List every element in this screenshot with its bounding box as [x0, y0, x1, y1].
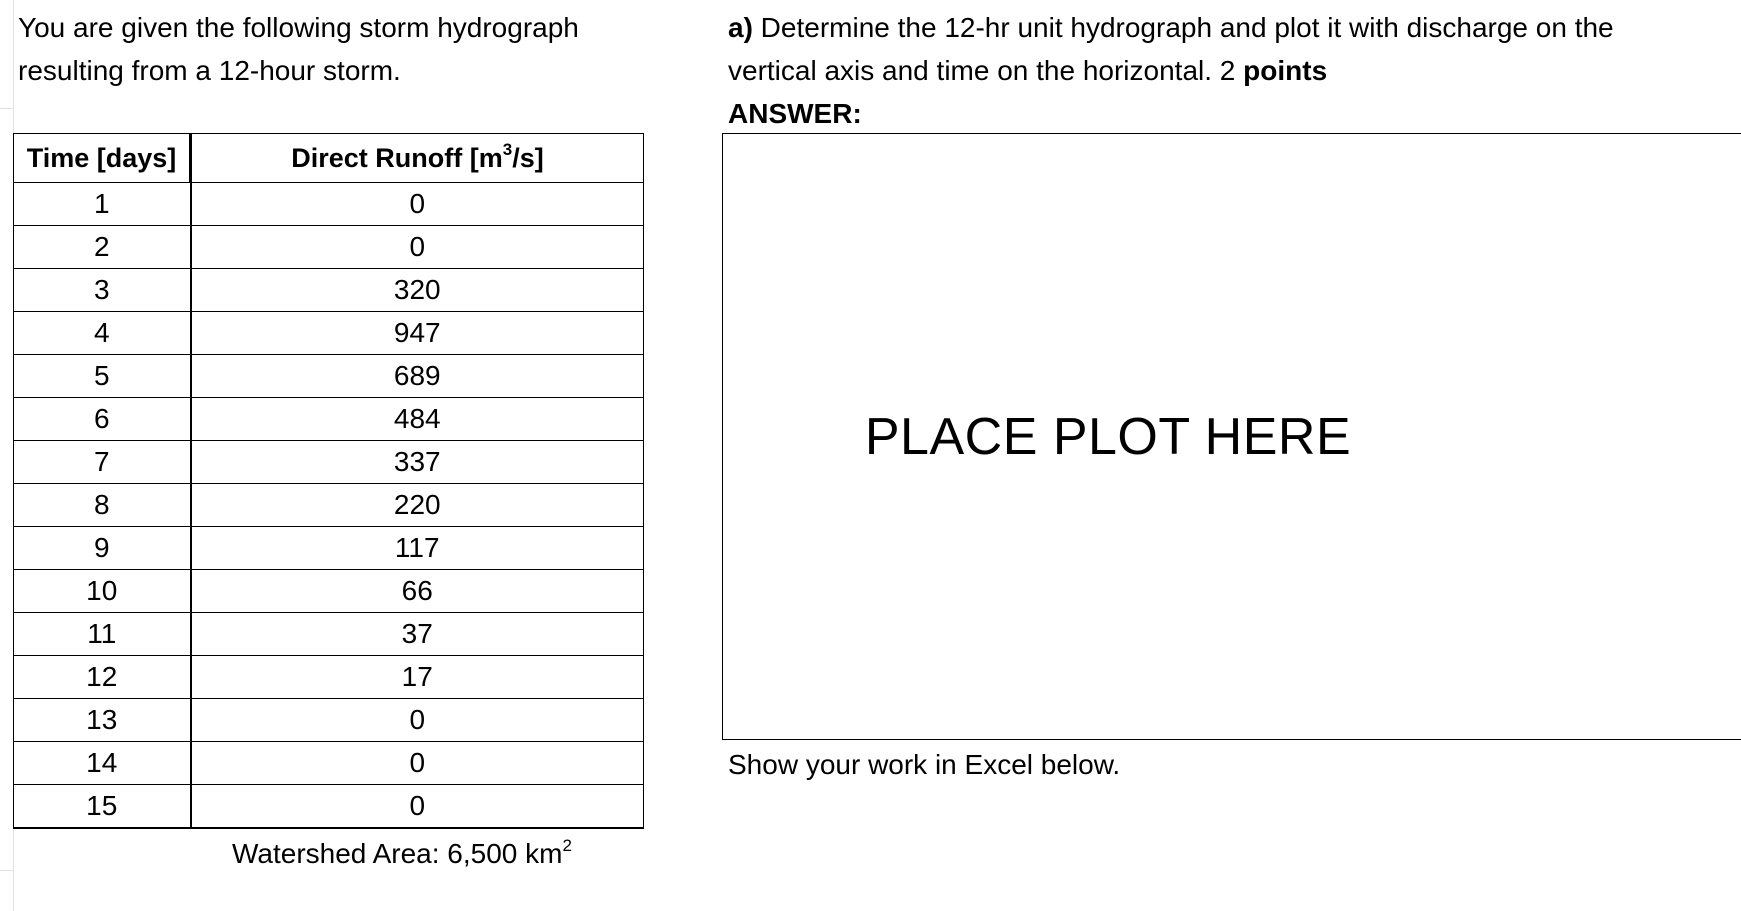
runoff-cell[interactable]: 66	[191, 570, 644, 613]
runoff-cell[interactable]: 0	[191, 742, 644, 785]
question-text-2: vertical axis and time on the horizontal. 2	[728, 55, 1244, 86]
time-cell[interactable]: 12	[14, 656, 191, 699]
table-row	[14, 312, 644, 355]
time-cell[interactable]: 8	[14, 484, 191, 527]
time-cell[interactable]: 6	[14, 398, 191, 441]
runoff-cell[interactable]: 0	[191, 183, 644, 226]
table-row	[14, 570, 644, 613]
question-text-1: Determine the 12-hr unit hydrograph and plot it with discharge on the	[752, 12, 1614, 43]
question-line-1	[728, 6, 1738, 49]
row-gridline	[0, 870, 14, 871]
runoff-cell[interactable]: 0	[191, 699, 644, 742]
runoff-cell[interactable]: 947	[191, 312, 644, 355]
plot-placeholder-text: PLACE PLOT HERE	[864, 407, 1352, 466]
problem-intro	[18, 6, 658, 92]
intro-line-1: You are given the following storm hydrograph	[18, 12, 579, 43]
question-line-2	[728, 49, 1738, 92]
time-cell[interactable]: 1	[14, 183, 191, 226]
intro-line-2: resulting from a 12-hour storm.	[18, 55, 401, 86]
hydrograph-table	[13, 133, 644, 829]
points-label: points	[1243, 55, 1328, 86]
time-cell[interactable]: 13	[14, 699, 191, 742]
table-row	[14, 742, 644, 785]
time-cell[interactable]: 10	[14, 570, 191, 613]
table-row	[14, 613, 644, 656]
runoff-cell[interactable]: 220	[191, 484, 644, 527]
table-row	[14, 699, 644, 742]
table-row	[14, 355, 644, 398]
time-cell[interactable]: 14	[14, 742, 191, 785]
runoff-cell[interactable]: 117	[191, 527, 644, 570]
row-gridline	[0, 108, 14, 109]
runoff-cell[interactable]: 17	[191, 656, 644, 699]
time-cell[interactable]: 2	[14, 226, 191, 269]
time-cell[interactable]: 4	[14, 312, 191, 355]
table-header-row	[14, 134, 644, 183]
question-a	[728, 6, 1738, 92]
time-column-header[interactable]: Time [days]	[14, 134, 191, 183]
runoff-cell[interactable]: 0	[191, 226, 644, 269]
runoff-cell[interactable]: 320	[191, 269, 644, 312]
time-cell[interactable]: 3	[14, 269, 191, 312]
runoff-cell[interactable]: 37	[191, 613, 644, 656]
work-note: Show your work in Excel below.	[728, 749, 1121, 780]
table-row	[14, 269, 644, 312]
table-row	[14, 183, 644, 226]
table-row	[14, 656, 644, 699]
runoff-cell[interactable]: 484	[191, 398, 644, 441]
table-row	[14, 527, 644, 570]
watershed-area: Watershed Area: 6,500 $km^2$	[232, 835, 572, 869]
time-cell[interactable]: 9	[14, 527, 191, 570]
table-row	[14, 484, 644, 527]
answer-label: ANSWER:	[728, 98, 862, 129]
time-cell[interactable]: 7	[14, 441, 191, 484]
plot-placeholder-box[interactable]	[722, 133, 1741, 740]
table-row	[14, 398, 644, 441]
table-row	[14, 441, 644, 484]
time-cell[interactable]: 11	[14, 613, 191, 656]
runoff-cell[interactable]: 0	[191, 785, 644, 828]
time-cell[interactable]: 5	[14, 355, 191, 398]
table-row	[14, 785, 644, 828]
question-part-label: a)	[728, 12, 753, 43]
runoff-cell[interactable]: 337	[191, 441, 644, 484]
time-cell[interactable]: 15	[14, 785, 191, 828]
table-row	[14, 226, 644, 269]
runoff-column-header[interactable]: Direct Runoff $[m^3/s]$	[191, 134, 644, 183]
runoff-cell[interactable]: 689	[191, 355, 644, 398]
